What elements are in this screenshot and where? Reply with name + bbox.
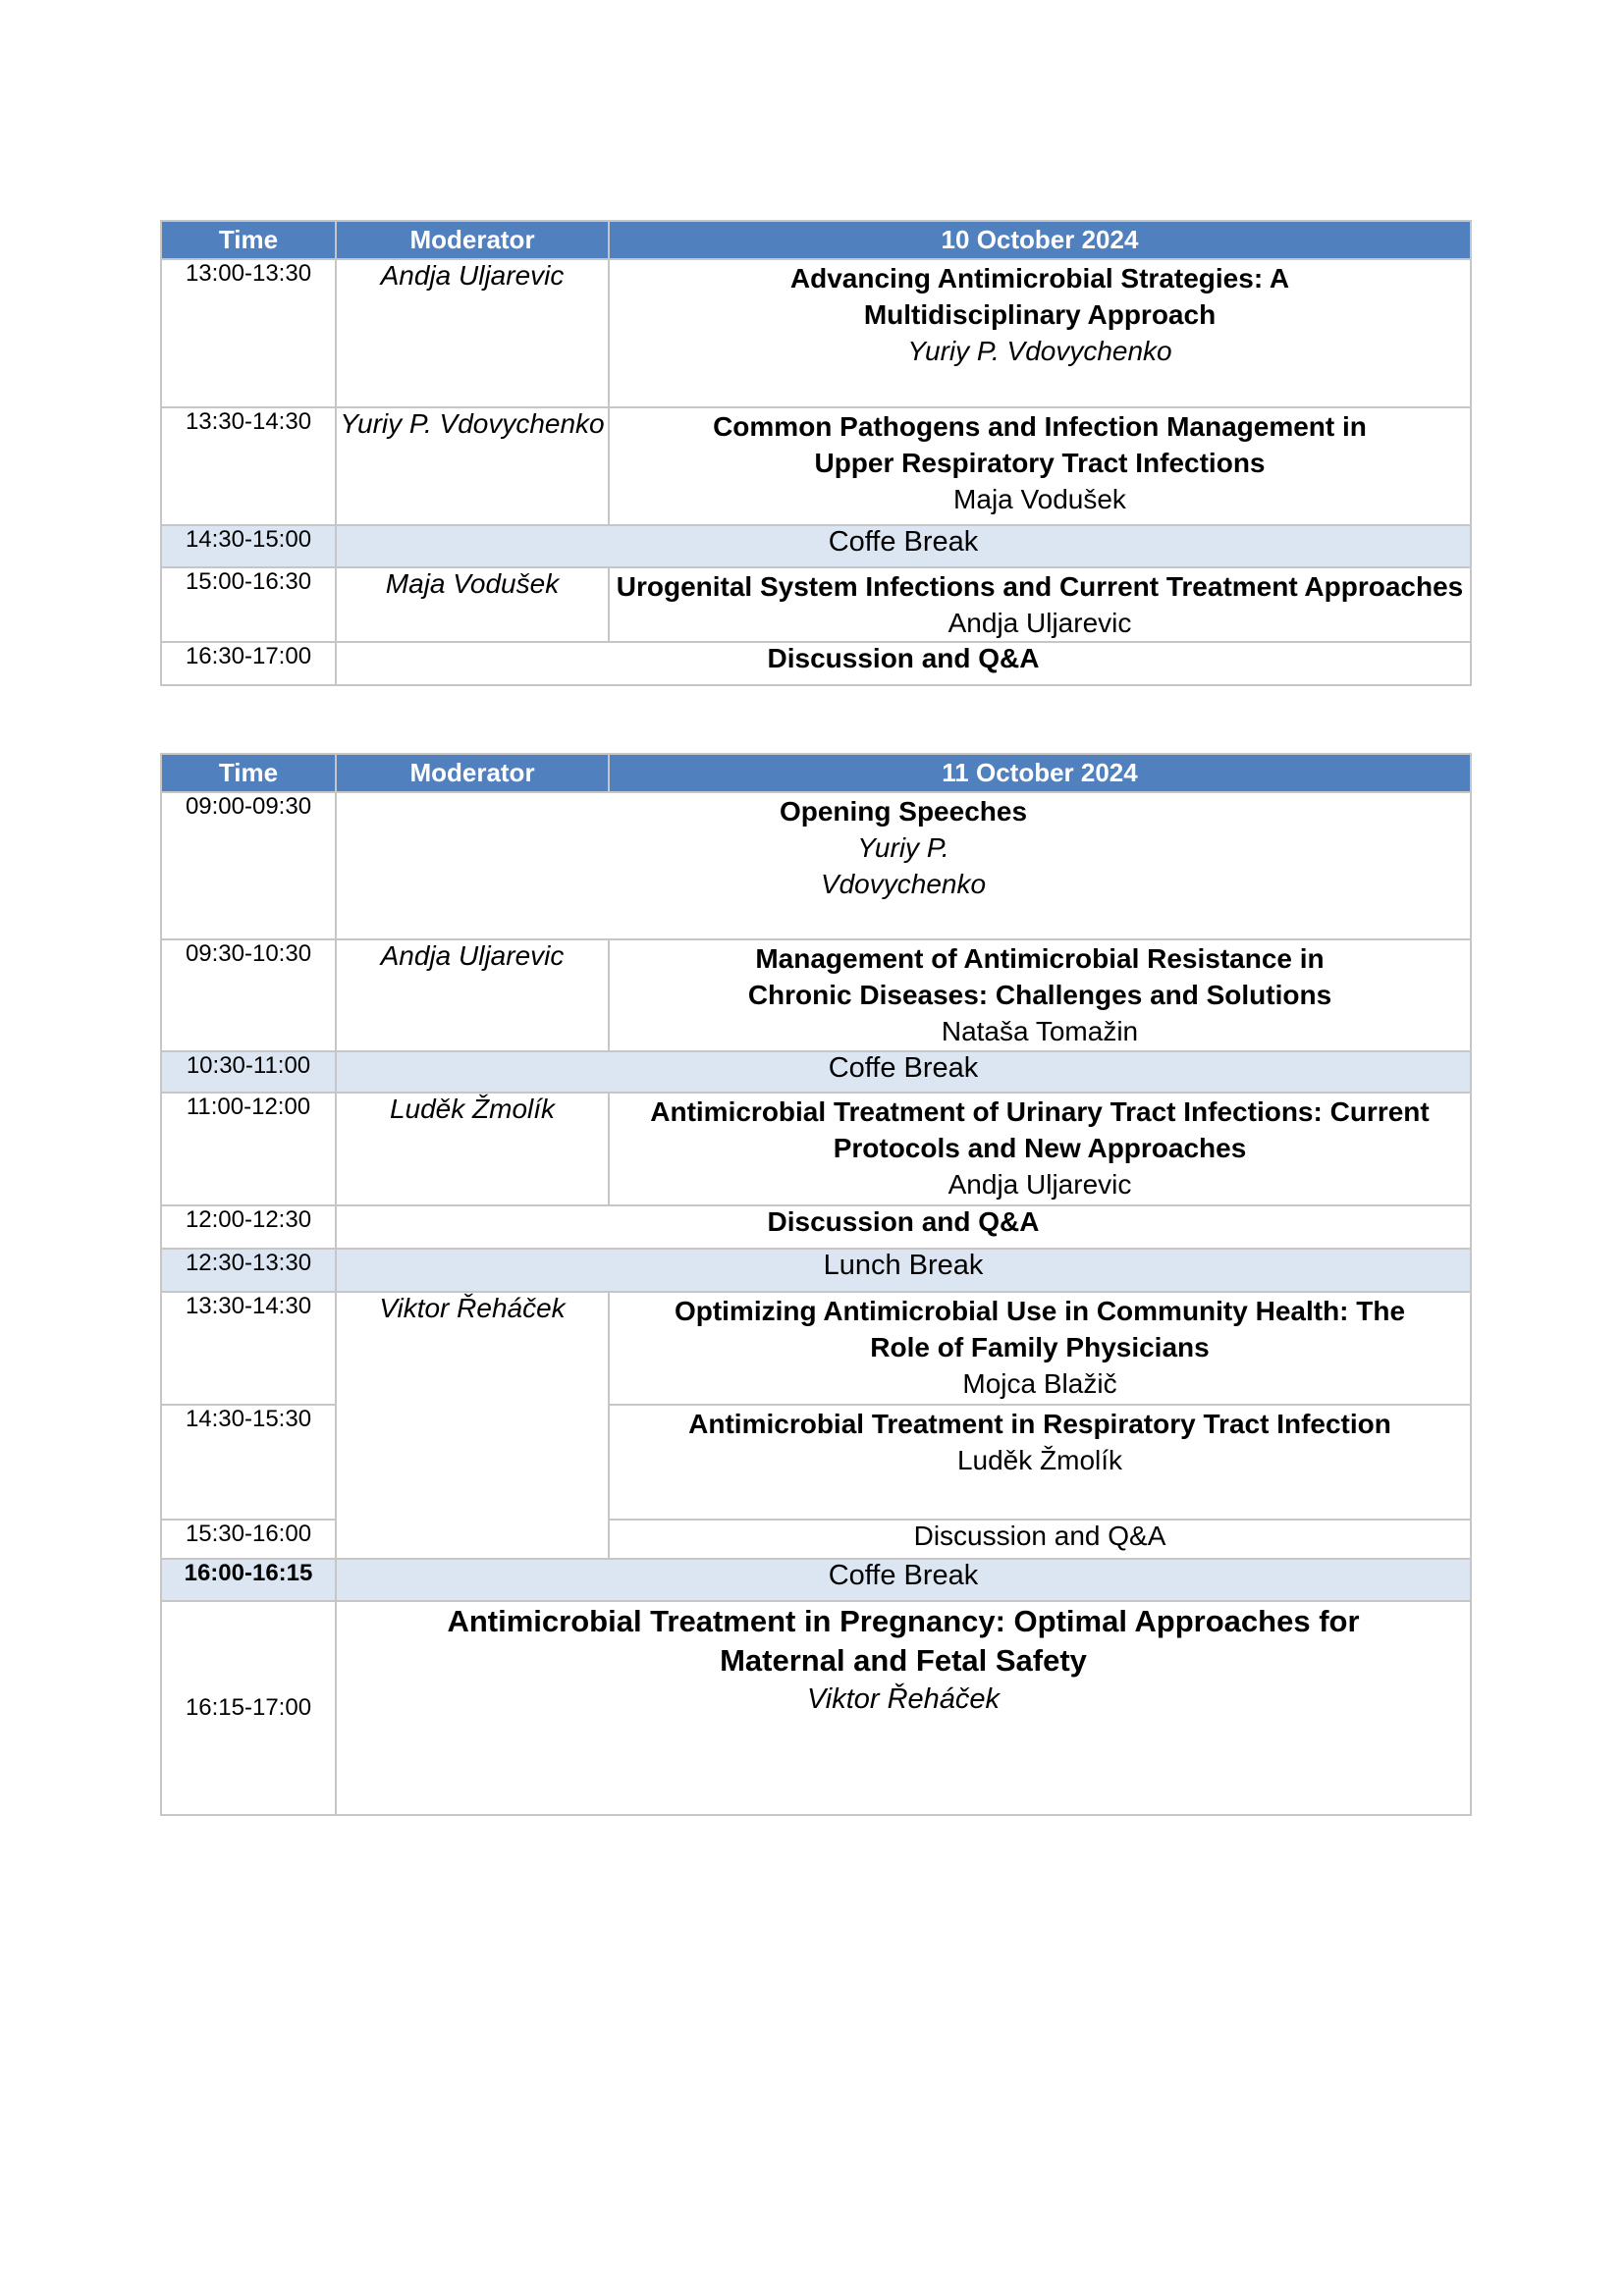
break-row [161,1051,1471,1093]
session-title: Chronic Diseases: Challenges and Solutions [747,980,1332,1010]
moderator-cell: Luděk Žmolík [336,1093,609,1205]
table-row [161,259,1471,407]
session-speaker: Mojca Blažič [962,1368,1117,1399]
time-cell: 16:15-17:00 [161,1601,336,1815]
table-row [161,567,1471,642]
time-cell: 12:30-13:30 [161,1249,336,1292]
session-title: Opening Speeches [779,796,1028,827]
session-title: Antimicrobial Treatment of Urinary Tract Infections: Current [650,1096,1430,1127]
session-title: Role of Family Physicians [870,1332,1210,1362]
header-date: 11 October 2024 [609,754,1471,792]
break-row [161,1559,1471,1601]
table-header-row [161,221,1471,259]
table-row [161,1601,1471,1815]
session-speaker: Vdovychenko [820,869,987,899]
session-title: Antimicrobial Treatment in Respiratory Tract Infection [688,1409,1391,1439]
schedule-table-day2 [160,753,1472,1816]
session-title: Upper Respiratory Tract Infections [814,448,1266,478]
session-cell [609,259,1471,407]
discussion-row [161,642,1471,685]
discussion-label: Discussion and Q&A [336,1205,1471,1249]
time-cell: 13:30-14:30 [161,407,336,525]
time-cell: 14:30-15:00 [161,525,336,567]
table-row [161,792,1471,939]
time-cell: 11:00-12:00 [161,1093,336,1205]
session-title: Management of Antimicrobial Resistance in [755,943,1325,974]
session-cell [609,407,1471,525]
time-cell: 14:30-15:30 [161,1405,336,1520]
session-speaker: Yuriy P. [857,832,949,863]
session-cell [336,792,1471,939]
break-row [161,525,1471,567]
header-date: 10 October 2024 [609,221,1471,259]
session-speaker: Yuriy P. Vdovychenko [907,336,1172,366]
session-speaker: Andja Uljarevic [947,1169,1132,1200]
table-row [161,1093,1471,1205]
time-cell: 13:00-13:30 [161,259,336,407]
schedule-table-day1 [160,220,1472,686]
session-title: Advancing Antimicrobial Strategies: A [789,263,1290,294]
session-cell [609,1292,1471,1405]
session-speaker: Andja Uljarevic [947,608,1132,638]
time-cell: 16:30-17:00 [161,642,336,685]
session-title: Protocols and New Approaches [833,1133,1247,1163]
moderator-cell: Andja Uljarevic [336,939,609,1051]
table-row [161,939,1471,1051]
session-title: Antimicrobial Treatment in Pregnancy: Optimal Approaches for [447,1604,1360,1638]
break-row [161,1249,1471,1292]
table-row [161,407,1471,525]
session-title: Common Pathogens and Infection Management in [713,411,1367,442]
session-speaker: Maja Vodušek [953,484,1126,514]
session-title: Maternal and Fetal Safety [720,1643,1087,1678]
moderator-cell: Andja Uljarevic [336,259,609,407]
time-cell: 09:00-09:30 [161,792,336,939]
session-cell [609,1405,1471,1520]
discussion-label: Discussion and Q&A [336,642,1471,685]
break-label: Coffe Break [336,525,1471,567]
moderator-cell: Yuriy P. Vdovychenko [336,407,609,525]
session-speaker: Nataša Tomažin [941,1016,1139,1046]
discussion-label: Discussion and Q&A [609,1520,1471,1559]
session-cell [609,939,1471,1051]
break-label: Coffe Break [336,1559,1471,1601]
time-cell: 15:00-16:30 [161,567,336,642]
session-speaker: Luděk Žmolík [956,1445,1123,1475]
break-label: Coffe Break [336,1051,1471,1093]
table-row [161,1292,1471,1405]
time-cell: 10:30-11:00 [161,1051,336,1093]
time-cell: 16:00-16:15 [161,1559,336,1601]
table-header-row [161,754,1471,792]
session-speaker: Viktor Řeháček [806,1683,1001,1715]
session-title: Optimizing Antimicrobial Use in Community Health: The [674,1296,1406,1326]
time-cell: 12:00-12:30 [161,1205,336,1249]
break-label: Lunch Break [336,1249,1471,1292]
header-moderator: Moderator [336,754,609,792]
moderator-cell: Maja Vodušek [336,567,609,642]
session-cell [609,567,1471,642]
discussion-row [161,1205,1471,1249]
session-title: Multidisciplinary Approach [863,299,1217,330]
session-cell [609,1093,1471,1205]
moderator-cell: Viktor Řeháček [336,1292,609,1559]
time-cell: 13:30-14:30 [161,1292,336,1405]
header-moderator: Moderator [336,221,609,259]
time-cell: 15:30-16:00 [161,1520,336,1559]
time-cell: 09:30-10:30 [161,939,336,1051]
session-title: Urogenital System Infections and Current Treatment Approaches [616,571,1464,602]
header-time: Time [161,221,336,259]
session-cell [336,1601,1471,1815]
header-time: Time [161,754,336,792]
